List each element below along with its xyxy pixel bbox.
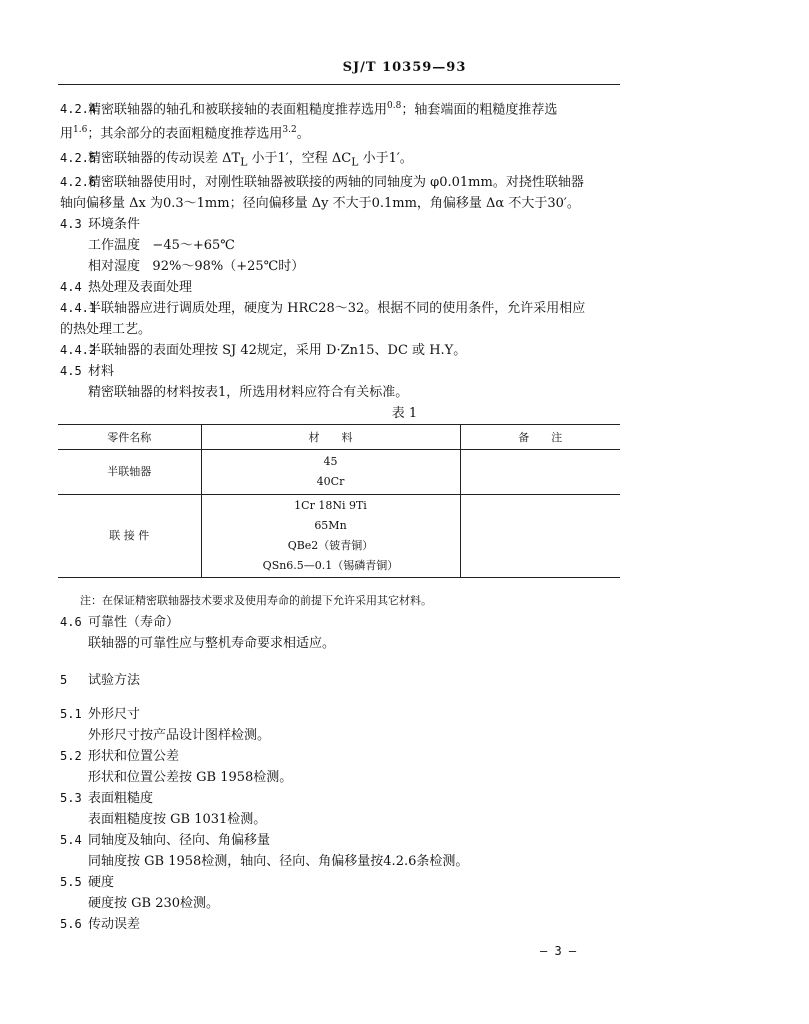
section-text: 小于1′，空程 ΔC — [247, 151, 352, 166]
table-header-row — [58, 425, 620, 450]
section-5-3 — [60, 788, 620, 830]
section-text: 。 — [296, 126, 310, 142]
section-number: 4.4.2 — [60, 343, 97, 357]
section-text: 精密联轴器的材料按表1，所选用材料应符合有关标准。 — [88, 385, 409, 400]
material: 65Mn — [314, 519, 347, 532]
humidity-label: 相对湿度 — [88, 259, 141, 274]
section-number: 5.4 — [60, 833, 82, 847]
humidity-value: 92%～98%（+25℃时） — [152, 259, 305, 274]
material: 40Cr — [316, 475, 345, 488]
column-header: 材 料 — [201, 425, 460, 450]
section-text: 硬度按 GB 230检测。 — [88, 896, 220, 911]
table-row — [58, 495, 620, 578]
section-number: 4.4 — [60, 280, 82, 294]
section-title: 表面粗糙度 — [88, 791, 154, 806]
section-title: 传动误差 — [88, 917, 141, 932]
section-text: 精密联轴器的传动误差 ΔT — [88, 151, 241, 166]
section-5-4 — [60, 830, 620, 872]
section-number: 5 — [60, 673, 68, 687]
section-title: 可靠性（寿命） — [88, 615, 180, 630]
section-4-2-5 — [60, 148, 620, 173]
section-number: 4.4.1 — [60, 301, 97, 315]
section-number: 4.5 — [60, 364, 82, 378]
subscript: L — [351, 155, 359, 169]
section-5-1 — [60, 704, 620, 746]
section-5-6 — [60, 914, 620, 935]
section-4-4-1 — [60, 298, 620, 340]
section-title: 热处理及表面处理 — [88, 280, 193, 295]
column-header: 零件名称 — [58, 425, 201, 450]
column-header: 备 注 — [460, 425, 620, 450]
section-4-6 — [60, 612, 620, 654]
section-text: 表面粗糙度按 GB 1031检测。 — [88, 812, 267, 827]
section-number: 4.2.5 — [60, 151, 97, 165]
section-number: 4.2.4 — [60, 102, 97, 117]
section-title: 试验方法 — [88, 673, 141, 688]
section-text: ；其余部分的表面粗糙度推荐选用 — [87, 126, 283, 142]
roughness-symbol: 0.8 — [387, 101, 402, 111]
section-4-5 — [60, 361, 620, 403]
part-name: 半联轴器 — [58, 450, 201, 495]
section-title: 硬度 — [88, 875, 115, 890]
table-caption: 表 1 — [391, 406, 418, 421]
temp-label: 工作温度 — [88, 238, 141, 253]
section-title: 环境条件 — [88, 217, 141, 232]
material: 45 — [323, 455, 338, 468]
section-number: 5.5 — [60, 875, 82, 889]
section-text: 小于1′。 — [358, 151, 413, 166]
roughness-symbol: 3.2 — [282, 125, 297, 136]
header-rule — [58, 84, 620, 85]
section-text: 形状和位置公差按 GB 1958检测。 — [88, 770, 293, 785]
note-cell — [460, 450, 620, 495]
materials-cell — [201, 495, 460, 578]
section-text: 用 — [60, 126, 74, 142]
table-footnote: 注：在保证精密联轴器技术要求及使用寿命的前提下允许采用其它材料。 — [80, 594, 432, 607]
section-number: 4.6 — [60, 615, 82, 629]
section-4-2-6 — [60, 172, 620, 214]
material: 1Cr 18Ni 9Ti — [294, 499, 367, 512]
section-number: 5.3 — [60, 791, 82, 805]
materials-cell — [201, 450, 460, 495]
section-4-2-4 — [60, 96, 620, 145]
note-cell — [460, 495, 620, 578]
section-title: 同轴度及轴向、径向、角偏移量 — [88, 833, 271, 848]
section-text: ；轴套端面的粗糙度推荐选 — [401, 102, 558, 118]
section-number: 4.3 — [60, 217, 82, 231]
section-text: 外形尺寸按产品设计图样检测。 — [88, 728, 271, 743]
section-4-3 — [60, 214, 620, 277]
section-text: 半联轴器的表面处理按 SJ 42规定，采用 D·Zn15、DC 或 H.Y。 — [88, 343, 467, 358]
section-number: 5.6 — [60, 917, 82, 931]
section-4-4 — [60, 277, 620, 298]
part-name: 联 接 件 — [58, 495, 201, 578]
document-code: SJ/T 10359—93 — [342, 60, 467, 75]
section-text: 同轴度按 GB 1958检测，轴向、径向、角偏移量按4.2.6条检测。 — [88, 854, 469, 869]
section-number: 5.2 — [60, 749, 82, 763]
section-text: 联轴器的可靠性应与整机寿命要求相适应。 — [88, 636, 336, 651]
section-title: 材料 — [88, 364, 115, 379]
section-title: 形状和位置公差 — [88, 749, 180, 764]
material: QSn6.5—0.1（锡磷青铜） — [262, 559, 399, 572]
section-5 — [60, 670, 620, 691]
section-4-4-2 — [60, 340, 620, 361]
section-5-5 — [60, 872, 620, 914]
section-text: 轴向偏移量 Δx 为0.3～1mm；径向偏移量 Δy 不大于0.1mm，角偏移量 Δα 不大于30′。 — [60, 196, 580, 211]
section-number: 4.2.6 — [60, 175, 97, 189]
table-row — [58, 450, 620, 495]
section-number: 5.1 — [60, 707, 82, 721]
section-text: 精密联轴器的轴孔和被联接轴的表面粗糙度推荐选用 — [88, 102, 388, 118]
page-number: — 3 — — [540, 944, 577, 958]
materials-table — [58, 424, 620, 578]
section-title: 外形尺寸 — [88, 707, 141, 722]
section-text: 精密联轴器使用时，对刚性联轴器被联接的两轴的同轴度为 φ0.01mm。对挠性联轴器 — [88, 175, 584, 190]
material: QBe2（铍青铜） — [287, 539, 374, 552]
section-text: 半联轴器应进行调质处理，硬度为 HRC28～32。根据不同的使用条件，允许采用相应 — [88, 301, 586, 316]
section-5-2 — [60, 746, 620, 788]
section-text: 的热处理工艺。 — [60, 322, 152, 337]
roughness-symbol: 1.6 — [73, 125, 88, 136]
subscript: L — [240, 155, 248, 169]
temp-value: −45～+65℃ — [152, 238, 235, 253]
